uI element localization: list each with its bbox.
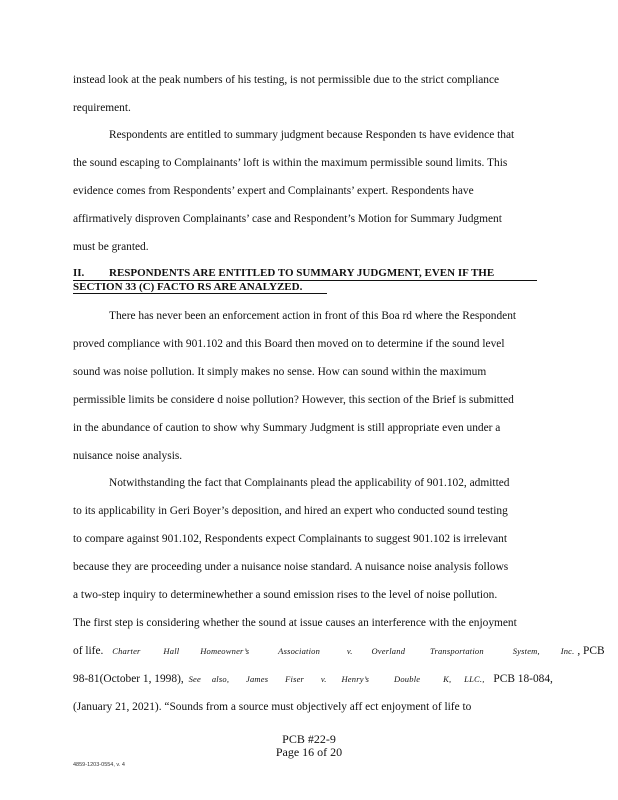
citation-word: System, bbox=[512, 646, 540, 656]
body-line: a two-step inquiry to determinewhether a sound emission rises to the level of noise pollution. bbox=[73, 589, 498, 601]
case-number: PCB #22-9 bbox=[282, 732, 336, 746]
citation-word: Homeowner’s bbox=[200, 646, 250, 656]
body-line: instead look at the peak numbers of his testing, is not permissible due to the strict compliance bbox=[73, 74, 500, 86]
citation-word: Fiser bbox=[285, 674, 305, 684]
body-line: the sound escaping to Complainants’ loft is within the maximum permissible sound limits. This bbox=[73, 157, 508, 169]
body-line: There has never been an enforcement action in front of this Boa rd where the Respondent bbox=[109, 310, 517, 322]
body-line: (January 21, 2021). “Sounds from a source must objectively aff ect enjoyment of life to bbox=[73, 701, 472, 713]
page-number: Page 16 of 20 bbox=[275, 745, 343, 759]
citation-word: Hall bbox=[163, 646, 180, 656]
citation-tail: , PCB bbox=[577, 645, 605, 657]
citation-word: also, bbox=[211, 674, 230, 684]
citation-word: K, bbox=[443, 674, 452, 684]
citation-word: Transportation bbox=[430, 646, 484, 656]
citation-word: See bbox=[188, 674, 201, 684]
body-line: to its applicability in Geri Boyer’s deposition, and hired an expert who conducted sound testing bbox=[73, 505, 508, 517]
citation-word: LLC., bbox=[464, 674, 485, 684]
body-line: because they are proceeding under a nuisance noise standard. A nuisance noise analysis follows bbox=[73, 561, 509, 573]
citation-word: James bbox=[246, 674, 269, 684]
section-heading bbox=[73, 267, 494, 280]
heading-underline bbox=[73, 293, 327, 294]
citation-line bbox=[73, 644, 605, 658]
body-line: sound was noise pollution. It simply makes no sense. How can sound within the maximum bbox=[73, 366, 487, 378]
body-line: requirement. bbox=[73, 102, 131, 114]
citation-lead: of life. bbox=[73, 645, 104, 657]
section-number: II. bbox=[73, 267, 85, 279]
body-line: in the abundance of caution to show why Summary Judgment is still appropriate even under a bbox=[73, 422, 501, 434]
citation-word: Double bbox=[394, 674, 421, 684]
body-line: affirmatively disproven Complainants’ case and Respondent’s Motion for Summary Judgment bbox=[73, 213, 502, 225]
citation-tail: PCB 18-084, bbox=[493, 673, 553, 685]
section-heading-line1: RESPONDENTS ARE ENTITLED TO SUMMARY JUDGMENT, EVEN IF THE bbox=[109, 267, 495, 279]
body-line: proved compliance with 901.102 and this Board then moved on to determine if the sound level bbox=[73, 338, 505, 350]
body-line: Notwithstanding the fact that Complainants plead the applicability of 901.102, admitted bbox=[109, 477, 510, 489]
citation-word: Overland bbox=[371, 646, 406, 656]
citation-line bbox=[73, 672, 553, 686]
citation-word: v. bbox=[346, 646, 353, 656]
body-line: evidence comes from Respondents’ expert and Complainants’ expert. Respondents have bbox=[73, 185, 474, 197]
section-heading-line2: SECTION 33 (C) FACTO RS ARE ANALYZED. bbox=[73, 281, 303, 293]
body-line: permissible limits be considere d noise pollution? However, this section of the Brief is submitted bbox=[73, 394, 514, 406]
body-line: must be granted. bbox=[73, 241, 149, 253]
citation-lead: 98-81(October 1, 1998), bbox=[73, 673, 184, 685]
citation-word: Association bbox=[278, 646, 321, 656]
citation-word: Inc. bbox=[560, 646, 575, 656]
document-id: 4859-1203-0554, v. 4 bbox=[73, 762, 125, 768]
citation-word: v. bbox=[320, 674, 327, 684]
body-line: Respondents are entitled to summary judgment because Responden ts have evidence that bbox=[109, 129, 515, 141]
body-line: nuisance noise analysis. bbox=[73, 450, 183, 462]
body-line: to compare against 901.102, Respondents expect Complainants to suggest 901.102 is irrelevant bbox=[73, 533, 508, 545]
citation-word: Charter bbox=[112, 646, 141, 656]
body-line: The first step is considering whether the sound at issue causes an interference with the enjoyment bbox=[73, 617, 517, 629]
citation-word: Henry’s bbox=[341, 674, 370, 684]
